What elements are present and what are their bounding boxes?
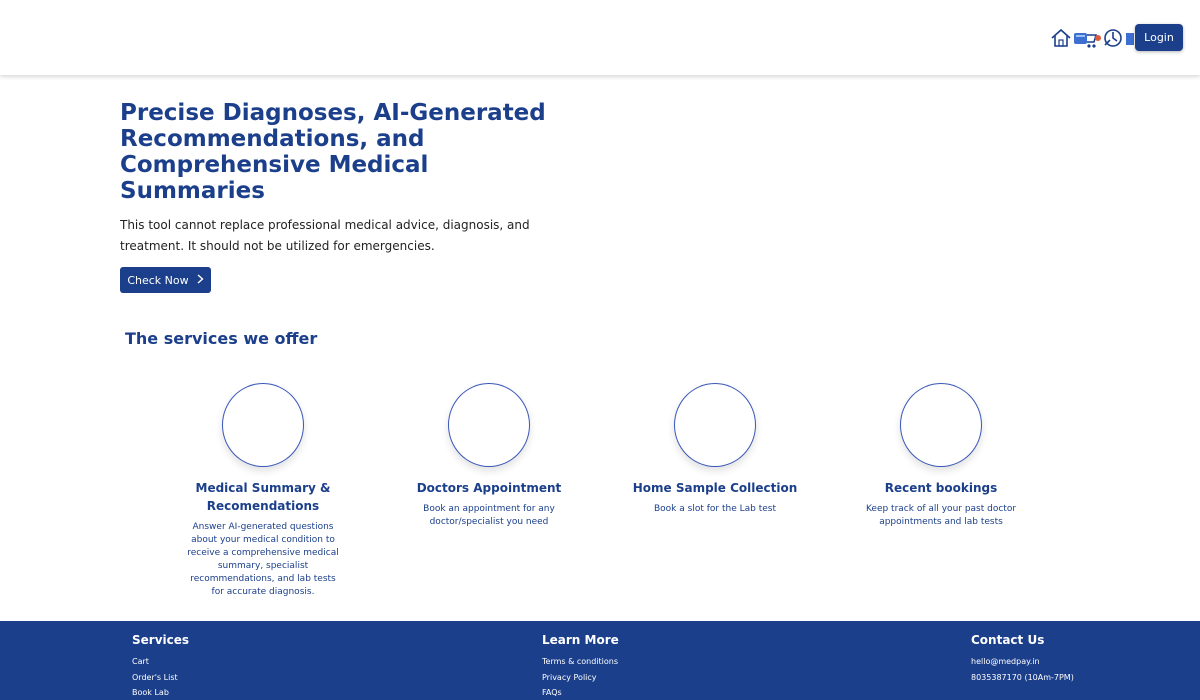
hero-title: Precise Diagnoses, AI-Generated Recommendations, and Comprehensive Medical Summaries — [120, 100, 546, 204]
services-heading: The services we offer — [125, 329, 318, 348]
footer-link-orders-list[interactable]: Order's List — [132, 672, 178, 682]
doctor-icon[interactable] — [1102, 27, 1124, 49]
service-description: Book a slot for the Lab test — [654, 504, 776, 514]
service-icon-circle — [448, 383, 530, 467]
service-description: Keep track of all your past doctor appointments and lab tests — [865, 504, 1017, 527]
top-header — [0, 0, 1200, 75]
service-card-recent-bookings[interactable] — [841, 383, 1041, 529]
site-footer — [0, 621, 1200, 700]
service-description: Book an appointment for any doctor/specialist you need — [423, 504, 555, 527]
footer-contact-column — [971, 633, 1074, 685]
service-title: Recent bookings — [884, 481, 998, 495]
check-now-label: Check Now — [127, 273, 189, 287]
service-icon-circle — [674, 383, 756, 467]
footer-services-column — [132, 633, 189, 700]
service-title: Home Sample Collection — [632, 481, 798, 495]
footer-contact-heading: Contact Us — [971, 633, 1045, 647]
footer-link-privacy[interactable]: Privacy Policy — [542, 672, 597, 682]
hero-disclaimer: This tool cannot replace professional medical advice, diagnosis, and treatment. It should not be utilized for emergencies. — [120, 218, 530, 253]
service-title: Doctors Appointment — [416, 481, 562, 495]
login-button[interactable]: Login — [1135, 24, 1183, 51]
footer-link-faqs[interactable]: FAQs — [542, 688, 562, 697]
service-icon-circle — [222, 383, 304, 467]
footer-contact-email[interactable]: hello@medpay.in — [971, 657, 1040, 666]
service-title: Medical Summary & Recomendations — [195, 481, 331, 513]
service-card-doctors-appointment[interactable] — [389, 383, 589, 529]
footer-learn-more-column — [542, 633, 619, 700]
home-icon[interactable] — [1050, 27, 1072, 49]
chevron-right-icon — [197, 274, 204, 286]
header-icon-group — [1050, 26, 1144, 50]
footer-services-heading: Services — [132, 633, 190, 647]
footer-link-terms[interactable]: Terms & conditions — [542, 657, 619, 666]
footer-learn-more-heading: Learn More — [542, 633, 619, 647]
check-now-button[interactable] — [120, 267, 211, 293]
service-icon-circle — [900, 383, 982, 467]
service-description: Answer AI-generated questions about your medical condition to receive a comprehensive medical summary, specialist recommendations, and lab tests for accurate diagnosis. — [187, 522, 339, 597]
service-card-medical-summary[interactable] — [163, 383, 363, 599]
footer-contact-phone: 8035387170 (10Am-7PM) — [971, 672, 1074, 682]
footer-link-cart[interactable]: Cart — [132, 657, 149, 666]
service-card-home-sample-collection[interactable] — [615, 383, 815, 516]
footer-link-book-lab[interactable]: Book Lab — [132, 688, 169, 697]
cart-icon[interactable] — [1072, 27, 1102, 49]
